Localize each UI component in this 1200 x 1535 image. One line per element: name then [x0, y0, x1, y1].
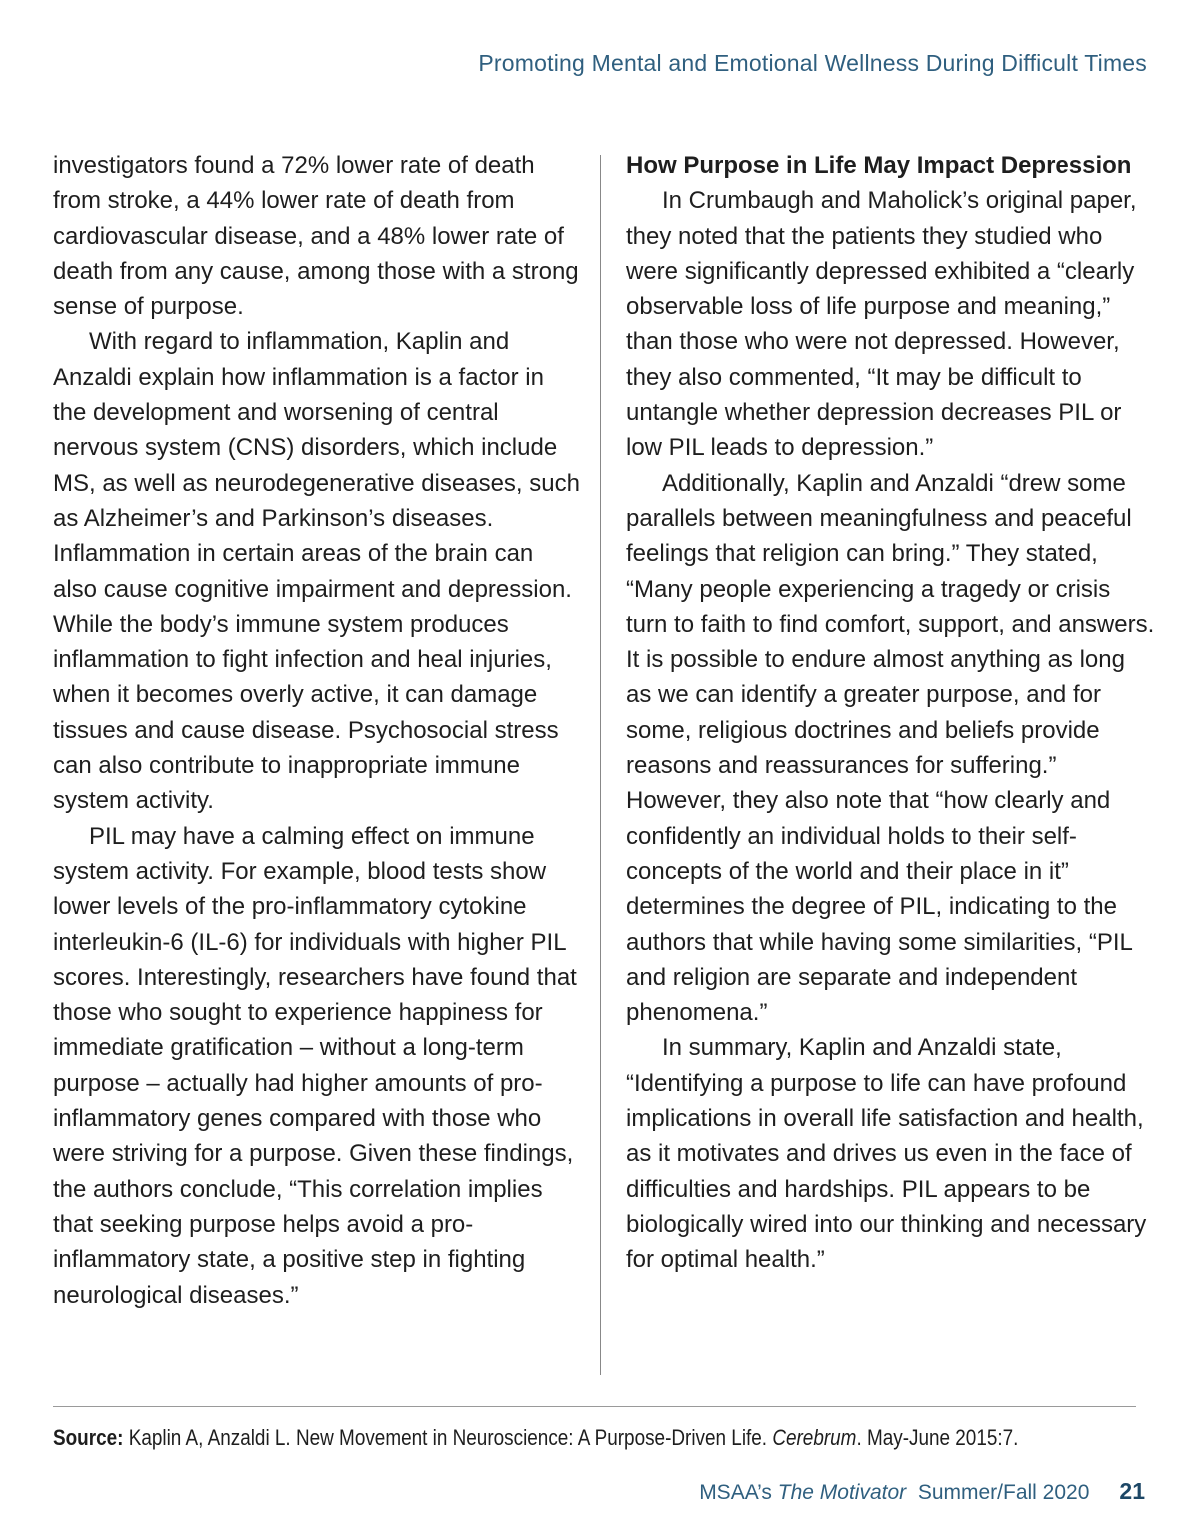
right-column	[626, 148, 1156, 1278]
page-number: 21	[1119, 1478, 1145, 1504]
footer-issue: Summer/Fall 2020	[906, 1481, 1090, 1504]
body-paragraph: PIL may have a calming effect on immune system activity. For example, blood tests show lower levels of the pro-inflammatory cytokine interleukin-6 (IL-6) for individuals with higher PIL scores. Interestingly, researchers have found that those who sought to experience happiness for immediate gratification – without a long-term purpose – actually had higher amounts of pro-inflammatory genes compared with those who were striving for a purpose. Given these findings, the authors conclude, “This correlation implies that seeking purpose helps avoid a pro-inflammatory state, a positive step in fighting neurological diseases.”	[53, 822, 577, 1309]
source-label: Source:	[53, 1425, 124, 1450]
source-citation	[53, 1425, 1019, 1451]
source-journal: Cerebrum	[772, 1425, 857, 1450]
body-paragraph: investigators found a 72% lower rate of death from stroke, a 44% lower rate of death from cardiovascular disease, and a 48% lower rate of death from any cause, among those with a strong sense of purpose.	[53, 152, 579, 321]
body-paragraph: In summary, Kaplin and Anzaldi state, “Identifying a purpose to life can have profound implications in overall life satisfaction and health, as it motivates and drives us even in the face of difficulties and hardships. PIL appears to be biologically wired into our thinking and necessary for optimal health.”	[626, 1034, 1147, 1274]
body-paragraph: In Crumbaugh and Maholick’s original paper, they noted that the patients they studied who were significantly depressed exhibited a “clearly observable loss of life purpose and meaning,” than those who were not depressed. However, they also commented, “It may be difficult to untangle whether depression decreases PIL or low PIL leads to depression.”	[626, 187, 1137, 462]
column-divider	[600, 155, 601, 1375]
footer-publisher: MSAA’s	[699, 1481, 778, 1504]
page-footer	[699, 1478, 1145, 1505]
body-paragraph: Additionally, Kaplin and Anzaldi “drew some parallels between meaningfulness and peaceful feelings that religion can bring.” They stated, “Many people experiencing a tragedy or crisis turn to faith to find comfort, support, and answers. It is possible to endure almost anything as long as we can identify a greater purpose, and for some, religious doctrines and beliefs provide reasons and reassurances for suffering.” However, they also note that “how clearly and confidently an individual holds to their self-concepts of the world and their place in it” determines the degree of PIL, indicating to the authors that while having some similarities, “PIL and religion are separate and independent phenomena.”	[626, 469, 1155, 1027]
source-divider	[53, 1406, 1136, 1407]
running-header: Promoting Mental and Emotional Wellness During Difficult Times	[478, 50, 1147, 76]
footer-journal-title: The Motivator	[777, 1481, 907, 1504]
left-column	[53, 148, 583, 1313]
source-text: Kaplin A, Anzaldi L. New Movement in Neuroscience: A Purpose-Driven Life.	[123, 1425, 773, 1450]
source-text-end: . May-June 2015:7.	[856, 1425, 1019, 1450]
section-heading: How Purpose in Life May Impact Depression	[626, 152, 1132, 179]
body-paragraph: With regard to inflammation, Kaplin and Anzaldi explain how inflammation is a factor in the development and worsening of central nervous system (CNS) disorders, which include MS, as well as neurodegenerative diseases, such as Alzheimer’s and Parkinson’s diseases. Inflammation in certain areas of the brain can also cause cognitive impairment and depression. While the body’s immune system produces inflammation to fight infection and heal injuries, when it becomes overly active, it can damage tissues and cause disease. Psychosocial stress can also contribute to inappropriate immune system activity.	[53, 328, 580, 815]
